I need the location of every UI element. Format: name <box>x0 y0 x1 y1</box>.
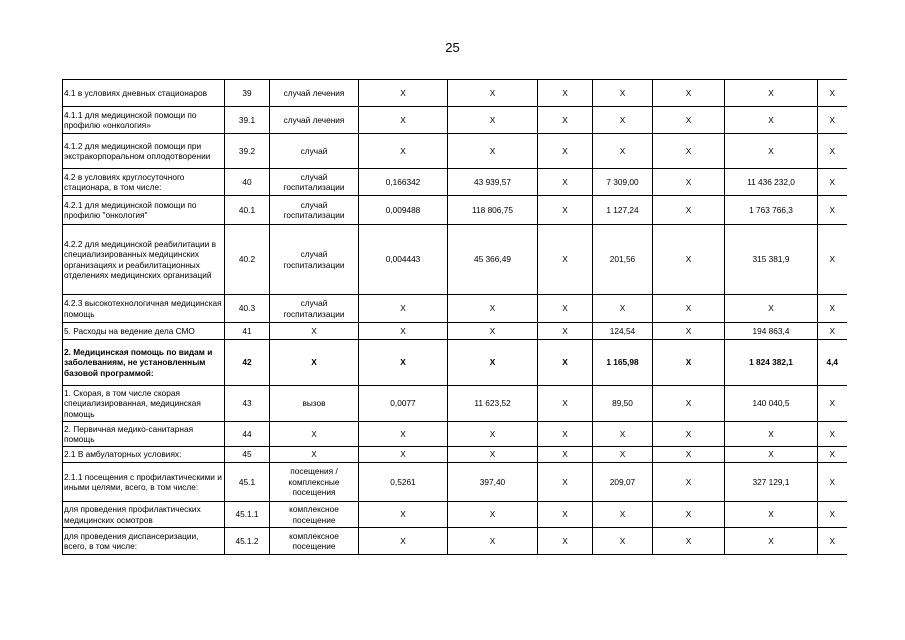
row-volume-norm: Х <box>359 422 448 447</box>
row-number: 40.3 <box>225 295 270 323</box>
page-number: 25 <box>445 40 460 55</box>
row-cost-norm: 118 806,75 <box>448 196 538 225</box>
row-total: Х <box>725 528 818 555</box>
row-number: 45.1 <box>225 463 270 502</box>
row-total: 140 040,5 <box>725 386 818 422</box>
row-number: 44 <box>225 422 270 447</box>
row-value-5: Х <box>653 528 725 555</box>
row-total: 315 381,9 <box>725 225 818 295</box>
table-row <box>63 340 847 386</box>
row-value-5: Х <box>653 386 725 422</box>
table-row <box>63 502 847 528</box>
row-name: 2. Медицинская помощь по видам и заболеваниям, не установленным базовой программой: <box>63 340 225 386</box>
row-value-3: Х <box>538 134 593 169</box>
row-share: Х <box>818 196 847 225</box>
row-volume-norm: Х <box>359 323 448 340</box>
row-value-3: Х <box>538 340 593 386</box>
row-value-5: Х <box>653 107 725 134</box>
row-share: 4,4 <box>818 340 847 386</box>
row-name: для проведения профилактических медицинских осмотров <box>63 502 225 528</box>
row-per-capita: 1 127,24 <box>593 196 653 225</box>
row-value-3: Х <box>538 528 593 555</box>
table-row <box>63 107 847 134</box>
row-volume-norm: Х <box>359 107 448 134</box>
row-name: 4.2.1 для медицинской помощи по профилю "онкология" <box>63 196 225 225</box>
row-total: Х <box>725 134 818 169</box>
row-number: 42 <box>225 340 270 386</box>
row-per-capita: 89,50 <box>593 386 653 422</box>
row-share: Х <box>818 386 847 422</box>
row-share: Х <box>818 502 847 528</box>
row-value-3: Х <box>538 295 593 323</box>
row-share: Х <box>818 422 847 447</box>
row-value-3: Х <box>538 502 593 528</box>
row-name: 4.1.1 для медицинской помощи по профилю «онкология» <box>63 107 225 134</box>
row-number: 45 <box>225 447 270 463</box>
row-unit: комплексное посещение <box>270 528 359 555</box>
row-value-5: Х <box>653 295 725 323</box>
row-value-3: Х <box>538 422 593 447</box>
row-name: 2.1.1 посещения с профилактическими и иными целями, всего, в том числе: <box>63 463 225 502</box>
row-name: 4.2.3 высокотехнологичная медицинская помощь <box>63 295 225 323</box>
row-cost-norm: Х <box>448 107 538 134</box>
row-unit: случай госпитализации <box>270 196 359 225</box>
table-row <box>63 323 847 340</box>
row-name: 4.2.2 для медицинской реабилитации в специализированных медицинских организациях и реабилитационных отделениях медицинских организаций <box>63 225 225 295</box>
row-per-capita: 124,54 <box>593 323 653 340</box>
row-value-3: Х <box>538 107 593 134</box>
row-value-5: Х <box>653 134 725 169</box>
row-volume-norm: Х <box>359 502 448 528</box>
row-per-capita: Х <box>593 528 653 555</box>
row-number: 43 <box>225 386 270 422</box>
row-value-3: Х <box>538 323 593 340</box>
row-number: 39.1 <box>225 107 270 134</box>
row-total: 11 436 232,0 <box>725 169 818 196</box>
row-number: 41 <box>225 323 270 340</box>
row-number: 45.1.1 <box>225 502 270 528</box>
row-per-capita: Х <box>593 502 653 528</box>
table-row <box>63 196 847 225</box>
row-total: 1 824 382,1 <box>725 340 818 386</box>
row-share: Х <box>818 107 847 134</box>
row-volume-norm: Х <box>359 340 448 386</box>
row-per-capita: Х <box>593 107 653 134</box>
row-volume-norm: Х <box>359 295 448 323</box>
table-row <box>63 463 847 502</box>
row-name: 4.2 в условиях круглосуточного стационара, в том числе: <box>63 169 225 196</box>
row-cost-norm: Х <box>448 323 538 340</box>
row-total: 1 763 766,3 <box>725 196 818 225</box>
row-unit: комплексное посещение <box>270 502 359 528</box>
row-total: Х <box>725 447 818 463</box>
row-value-5: Х <box>653 502 725 528</box>
row-share: Х <box>818 447 847 463</box>
row-per-capita: 201,56 <box>593 225 653 295</box>
row-volume-norm: 0,5261 <box>359 463 448 502</box>
table-row <box>63 134 847 169</box>
row-unit: Х <box>270 422 359 447</box>
row-unit: случай лечения <box>270 107 359 134</box>
row-number: 40.2 <box>225 225 270 295</box>
row-unit: Х <box>270 340 359 386</box>
row-cost-norm: 397,40 <box>448 463 538 502</box>
row-value-5: Х <box>653 463 725 502</box>
row-total: Х <box>725 295 818 323</box>
row-share: Х <box>818 528 847 555</box>
row-value-5: Х <box>653 169 725 196</box>
row-cost-norm: Х <box>448 422 538 447</box>
row-per-capita: Х <box>593 422 653 447</box>
row-per-capita: 1 165,98 <box>593 340 653 386</box>
row-unit: случай госпитализации <box>270 169 359 196</box>
row-cost-norm: Х <box>448 528 538 555</box>
row-cost-norm: Х <box>448 447 538 463</box>
row-number: 39.2 <box>225 134 270 169</box>
table-row <box>63 225 847 295</box>
row-share: Х <box>818 225 847 295</box>
row-share: Х <box>818 80 847 107</box>
row-cost-norm: 43 939,57 <box>448 169 538 196</box>
table-row <box>63 169 847 196</box>
row-volume-norm: 0,004443 <box>359 225 448 295</box>
row-volume-norm: Х <box>359 447 448 463</box>
row-value-3: Х <box>538 169 593 196</box>
row-share: Х <box>818 295 847 323</box>
row-value-5: Х <box>653 447 725 463</box>
row-number: 39 <box>225 80 270 107</box>
row-volume-norm: 0,0077 <box>359 386 448 422</box>
row-per-capita: Х <box>593 447 653 463</box>
row-name: 4.1.2 для медицинской помощи при экстракорпоральном оплодотворении <box>63 134 225 169</box>
row-value-5: Х <box>653 196 725 225</box>
row-volume-norm: Х <box>359 528 448 555</box>
row-total: Х <box>725 80 818 107</box>
row-share: Х <box>818 169 847 196</box>
row-per-capita: Х <box>593 295 653 323</box>
row-name: 2.1 В амбулаторных условиях: <box>63 447 225 463</box>
row-number: 40 <box>225 169 270 196</box>
row-per-capita: Х <box>593 80 653 107</box>
row-value-5: Х <box>653 340 725 386</box>
table-row <box>63 447 847 463</box>
row-total: 194 863,4 <box>725 323 818 340</box>
row-unit: Х <box>270 447 359 463</box>
row-name: 4.1 в условиях дневных стационаров <box>63 80 225 107</box>
row-cost-norm: Х <box>448 134 538 169</box>
row-total: Х <box>725 502 818 528</box>
row-cost-norm: Х <box>448 80 538 107</box>
row-share: Х <box>818 323 847 340</box>
table-row <box>63 386 847 422</box>
table-row <box>63 295 847 323</box>
row-unit: случай <box>270 134 359 169</box>
row-name: для проведения диспансеризации, всего, в том числе: <box>63 528 225 555</box>
row-per-capita: Х <box>593 134 653 169</box>
table-row <box>63 422 847 447</box>
row-unit: случай лечения <box>270 80 359 107</box>
row-unit: Х <box>270 323 359 340</box>
row-value-5: Х <box>653 323 725 340</box>
row-per-capita: 209,07 <box>593 463 653 502</box>
row-value-5: Х <box>653 80 725 107</box>
row-value-3: Х <box>538 463 593 502</box>
row-value-3: Х <box>538 447 593 463</box>
row-value-5: Х <box>653 422 725 447</box>
row-value-3: Х <box>538 196 593 225</box>
row-total: 327 129,1 <box>725 463 818 502</box>
row-total: Х <box>725 107 818 134</box>
table-row <box>63 528 847 555</box>
row-number: 40.1 <box>225 196 270 225</box>
row-volume-norm: 0,009488 <box>359 196 448 225</box>
table-row <box>63 80 847 107</box>
row-name: 5. Расходы на ведение дела СМО <box>63 323 225 340</box>
row-unit: посещения / комплексные посещения <box>270 463 359 502</box>
row-value-3: Х <box>538 225 593 295</box>
tariff-table <box>62 79 847 555</box>
row-share: Х <box>818 134 847 169</box>
row-volume-norm: 0,166342 <box>359 169 448 196</box>
row-value-3: Х <box>538 80 593 107</box>
row-cost-norm: Х <box>448 502 538 528</box>
row-volume-norm: Х <box>359 134 448 169</box>
row-per-capita: 7 309,00 <box>593 169 653 196</box>
row-unit: случай госпитализации <box>270 225 359 295</box>
row-total: Х <box>725 422 818 447</box>
row-cost-norm: 11 623,52 <box>448 386 538 422</box>
row-cost-norm: Х <box>448 340 538 386</box>
row-value-5: Х <box>653 225 725 295</box>
row-cost-norm: Х <box>448 295 538 323</box>
row-cost-norm: 45 366,49 <box>448 225 538 295</box>
row-value-3: Х <box>538 386 593 422</box>
row-name: 1. Скорая, в том числе скорая специализированная, медицинская помощь <box>63 386 225 422</box>
row-name: 2. Первичная медико-санитарная помощь <box>63 422 225 447</box>
row-share: Х <box>818 463 847 502</box>
row-unit: случай госпитализации <box>270 295 359 323</box>
row-volume-norm: Х <box>359 80 448 107</box>
row-unit: вызов <box>270 386 359 422</box>
row-number: 45.1.2 <box>225 528 270 555</box>
